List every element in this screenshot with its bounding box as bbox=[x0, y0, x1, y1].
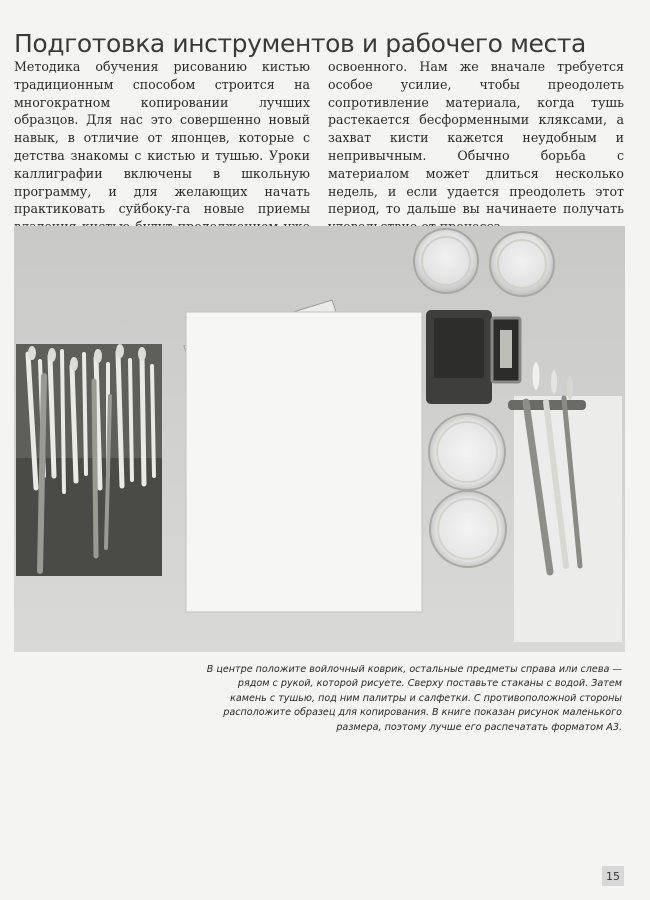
inkstone bbox=[426, 310, 492, 404]
page-number: 15 bbox=[602, 866, 624, 886]
body-paragraph: Методика обучения рисованию кистью традиционным способом строится на многократном копировании лучших образцов. Для нас это совершенно новый навык, в отличие от японцев, которые с детства знакомы с кистью и тушью. Уроки каллиграфии включены в школьную программу, и для желающих начать практиковать суйбоку-га новые приемы освоенного. Нам же вначале требуется особое усилие, чтобы преодолеть сопротивление материала, когда тушь растекается бесформенными кляксами, а захват кисти кажется неудобным и непривычным. Обычно борьба с материалом может длиться несколько недель, и если удается преодолеть этот период, то дальше вы начинаете получать bbox=[14, 59, 624, 217]
drawing-paper bbox=[186, 312, 422, 612]
workspace-illustration bbox=[14, 226, 625, 652]
photo-caption: В центре положите войлочный коврик, остальные предметы справа или слева — рядом с рукой, которой рисуете. Сверху поставьте стаканы с водой. Затем камень с тушью, под ним палитры и салфетки. С противоположной стороны расположите образец для копирования. В книге показан рисунок маленького размера, поэтому лучше его распечатать форматом А3. bbox=[206, 664, 622, 733]
workspace-photo bbox=[14, 226, 625, 652]
body-text bbox=[14, 58, 624, 236]
page-title: Подготовка инструментов и рабочего места bbox=[14, 28, 586, 58]
ink-stick bbox=[492, 318, 520, 382]
brush-roll bbox=[16, 344, 162, 576]
